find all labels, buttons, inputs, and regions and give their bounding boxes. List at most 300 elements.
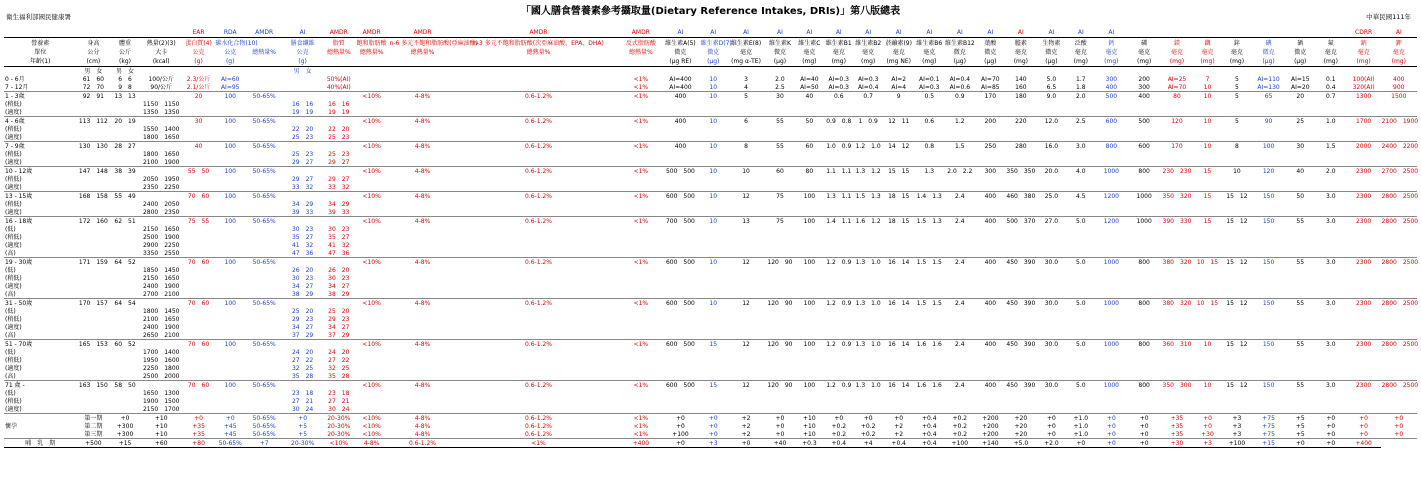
empty-cell <box>1286 241 1315 249</box>
empty-cell <box>214 100 246 108</box>
value-cell: +75 <box>1262 414 1275 422</box>
empty-cell <box>765 125 794 133</box>
group-row <box>4 117 1417 126</box>
value-cell: 2400 1900 <box>142 323 180 331</box>
empty-cell <box>661 100 699 108</box>
empty-cell <box>915 200 944 208</box>
empty-cell <box>1347 67 1381 76</box>
empty-cell <box>976 356 1005 364</box>
empty-cell <box>1315 175 1347 183</box>
empty-cell <box>853 348 882 356</box>
empty-cell <box>214 331 246 340</box>
empty-cell <box>853 372 882 381</box>
value-cell: +100 <box>1222 439 1251 448</box>
value-cell: 150 <box>1262 381 1275 389</box>
empty-cell <box>1161 175 1193 183</box>
empty-cell <box>853 100 882 108</box>
value-cell: 2.1/公斤 <box>183 83 215 92</box>
empty-cell <box>246 266 282 274</box>
value-cell: 172 160 <box>78 217 108 225</box>
value-cell: 50-65% <box>252 414 276 422</box>
empty-cell <box>727 175 765 183</box>
value-cell: 350 300 <box>1162 381 1192 389</box>
age-label: 19 - 30歲 <box>5 258 33 266</box>
empty-cell <box>1381 266 1417 274</box>
empty-cell <box>1096 266 1128 274</box>
empty-cell <box>1252 158 1286 167</box>
empty-cell <box>1315 183 1347 192</box>
header-cell: 鎂 <box>1161 38 1193 49</box>
value-cell: +400 <box>620 439 661 448</box>
empty-cell <box>727 372 765 381</box>
empty-cell <box>1381 233 1417 241</box>
header-cell <box>323 57 355 67</box>
empty-cell <box>1005 133 1037 142</box>
lactation-label: 哺 乳 期 <box>4 439 76 448</box>
header-cell: (mg) <box>915 57 944 67</box>
value-cell: +0.4 <box>921 414 937 422</box>
empty-cell <box>1005 397 1037 405</box>
empty-cell <box>1252 274 1286 282</box>
value-cell <box>246 83 282 92</box>
value-cell: 55 <box>1296 217 1305 225</box>
value-cell: 10 <box>709 117 718 125</box>
value-cell: +5 <box>1295 422 1305 430</box>
empty-cell <box>1096 125 1128 133</box>
value-cell: 26 20 <box>328 266 350 274</box>
value-cell: 55 <box>776 117 784 125</box>
empty-cell <box>183 200 215 208</box>
empty-cell <box>727 158 765 167</box>
value-cell: 1800 1650 <box>142 150 180 158</box>
empty-cell <box>246 175 282 183</box>
empty-cell <box>976 158 1005 167</box>
value-cell: 2250 1800 <box>142 364 180 372</box>
empty-cell <box>110 150 139 158</box>
value-cell: 150 <box>1262 258 1275 266</box>
value-cell: 50 <box>1296 192 1305 200</box>
group-row <box>4 249 1417 258</box>
empty-cell <box>1066 364 1095 372</box>
empty-cell <box>1286 405 1315 414</box>
empty-cell <box>110 108 139 117</box>
value-cell: 2500 1900 <box>142 233 180 241</box>
empty-cell <box>1161 389 1193 397</box>
empty-cell <box>1096 233 1128 241</box>
empty-cell <box>1037 290 1066 299</box>
value-cell: 37 29 <box>282 331 323 340</box>
value-cell: 50 <box>805 117 814 125</box>
empty-cell <box>1315 290 1347 299</box>
empty-cell <box>700 323 727 331</box>
empty-cell <box>1252 290 1286 299</box>
value-cell: 4-8% <box>414 299 431 307</box>
value-cell: 60 52 <box>114 340 136 348</box>
value-cell: 34 27 <box>328 282 350 290</box>
age-label: 13 - 15歲 <box>5 192 33 200</box>
empty-cell <box>824 100 853 108</box>
empty-cell <box>355 225 389 233</box>
empty-cell <box>1127 27 1161 38</box>
empty-cell <box>183 315 215 323</box>
empty-cell <box>700 249 727 258</box>
value-cell: +0 <box>1203 414 1212 422</box>
empty-cell <box>110 389 139 397</box>
header-cell: (mg) <box>1127 57 1161 67</box>
empty-cell <box>1286 208 1315 217</box>
empty-cell <box>1161 125 1193 133</box>
activity-level: (稍低) <box>5 200 22 208</box>
group-row <box>4 405 1417 414</box>
empty-cell <box>1037 315 1066 323</box>
empty-cell <box>1161 241 1193 249</box>
value-cell: 2.0 2.2 <box>947 167 973 175</box>
value-cell: 15 12 <box>1226 192 1248 200</box>
header-cell: 總熱量% <box>628 49 653 56</box>
value-cell: +2 <box>741 414 751 422</box>
value-cell: 30.0 <box>1044 381 1059 389</box>
empty-cell <box>765 307 794 315</box>
empty-cell <box>246 100 282 108</box>
empty-cell <box>944 241 976 249</box>
header-cell: 微克 <box>953 49 966 56</box>
value-cell: 163 150 <box>78 381 108 389</box>
empty-cell <box>1193 348 1222 356</box>
empty-cell <box>1286 125 1315 133</box>
group-row <box>4 397 1417 405</box>
value-cell: 12 <box>742 381 750 389</box>
activity-level: (適度) <box>5 241 22 249</box>
value-cell: 2.4 <box>955 340 965 348</box>
empty-cell <box>824 266 853 274</box>
value-cell: 6 <box>744 117 748 125</box>
header-cell: 鈉 <box>1347 38 1381 49</box>
empty-cell <box>824 183 853 192</box>
header-cell: 維生素B1 <box>825 39 852 47</box>
empty-cell <box>944 331 976 340</box>
value-cell: 2.4 <box>955 192 965 200</box>
empty-cell <box>620 175 661 183</box>
empty-cell <box>765 356 794 364</box>
empty-cell <box>1315 208 1347 217</box>
empty-cell <box>765 323 794 331</box>
empty-cell <box>1005 125 1037 133</box>
value-cell: AI=60 <box>220 75 240 83</box>
header-cell: (μg RE) <box>661 57 699 67</box>
header-cell: (mg) <box>824 57 853 67</box>
empty-cell <box>883 348 915 356</box>
header-row-h2 <box>4 48 1417 57</box>
value-cell: +0 <box>894 414 904 422</box>
empty-cell <box>765 158 794 167</box>
empty-cell <box>76 282 110 290</box>
value-cell: 70 60 <box>187 192 210 200</box>
empty-cell <box>915 208 944 217</box>
empty-cell <box>1127 266 1161 274</box>
value-cell: 1.0 0.9 <box>826 142 852 150</box>
empty-cell <box>355 67 389 76</box>
empty-cell <box>140 67 183 76</box>
value-cell: 1.6 1.6 <box>916 381 942 389</box>
empty-cell <box>1161 282 1193 290</box>
value-cell: 1.6 1.2 <box>855 217 881 225</box>
empty-cell <box>1381 348 1417 356</box>
empty-cell <box>1193 315 1222 323</box>
empty-cell <box>1347 175 1381 183</box>
empty-cell <box>323 340 355 349</box>
lactation-row <box>4 439 1417 448</box>
value-cell: <1% <box>620 83 661 92</box>
empty-cell <box>853 208 882 217</box>
value-cell: 10 <box>1193 83 1222 92</box>
value-cell: 10 <box>709 92 718 100</box>
group-row <box>4 282 1417 290</box>
value-cell: 55 <box>776 142 784 150</box>
value-cell: AI=20 <box>1286 83 1315 92</box>
empty-cell <box>620 331 661 340</box>
value-cell: 10 <box>709 75 718 83</box>
value-cell: 13 13 <box>114 92 136 100</box>
value-cell: +35 <box>1170 414 1184 422</box>
empty-cell <box>765 331 794 340</box>
value-cell: 20-30% <box>327 422 351 430</box>
empty-cell <box>1315 364 1347 372</box>
empty-cell <box>355 389 389 397</box>
value-cell: 400 <box>984 340 997 348</box>
value-cell: +0 <box>775 414 785 422</box>
empty-cell <box>976 133 1005 142</box>
value-cell: +3 <box>1222 430 1251 439</box>
value-cell: +30 <box>1193 430 1222 439</box>
empty-cell <box>700 405 727 414</box>
empty-cell <box>765 372 794 381</box>
value-cell: 12 <box>742 299 750 307</box>
activity-level: (稍低) <box>5 397 22 405</box>
empty-cell <box>282 299 323 308</box>
empty-cell <box>1161 208 1193 217</box>
empty-cell <box>1286 100 1315 108</box>
empty-cell <box>661 241 699 249</box>
empty-cell <box>1066 183 1095 192</box>
value-cell: 1.5 1.5 <box>916 258 942 266</box>
value-cell: 2400 2050 <box>142 200 180 208</box>
empty-cell <box>1161 364 1193 372</box>
empty-cell <box>76 323 110 331</box>
value-cell: +0 <box>194 414 203 422</box>
empty-cell <box>824 175 853 183</box>
empty-cell <box>246 290 282 299</box>
age-label: 1 - 3歲 <box>5 92 25 100</box>
value-cell: 23 18 <box>328 389 350 397</box>
empty-cell <box>1127 315 1161 323</box>
empty-cell <box>1347 150 1381 158</box>
empty-cell <box>1286 331 1315 340</box>
empty-cell <box>1096 183 1128 192</box>
dri-type-label: AI <box>1395 28 1402 36</box>
empty-cell <box>620 183 661 192</box>
header-cell: 葉酸 <box>976 38 1005 49</box>
empty-cell <box>76 241 110 249</box>
dri-type-label: AI <box>806 28 813 36</box>
value-cell: 15 12 <box>1226 381 1248 389</box>
empty-cell <box>944 372 976 381</box>
empty-cell <box>214 183 246 192</box>
value-cell: +10 <box>154 422 168 430</box>
empty-cell <box>976 315 1005 323</box>
empty-cell <box>620 158 661 167</box>
value-cell: 600 <box>1138 142 1150 150</box>
empty-cell <box>700 133 727 142</box>
value-cell: +0 <box>765 430 794 439</box>
empty-cell <box>456 315 620 323</box>
empty-cell <box>1037 331 1066 340</box>
empty-cell <box>140 92 183 101</box>
empty-cell <box>700 208 727 217</box>
empty-cell <box>1066 158 1095 167</box>
value-cell: 2150 1650 <box>142 225 180 233</box>
value-cell: 38 29 <box>323 290 355 299</box>
value-cell: 41 32 <box>291 241 314 249</box>
empty-cell <box>944 266 976 274</box>
empty-cell <box>1286 175 1315 183</box>
value-cell: 800 <box>1138 381 1150 389</box>
value-cell: 50-65% <box>214 439 246 448</box>
value-cell: 2.4 <box>955 258 965 266</box>
value-cell: 30 23 <box>291 225 314 233</box>
empty-cell <box>1005 348 1037 356</box>
empty-cell <box>355 364 389 372</box>
value-cell: 1.3 1.2 <box>855 167 881 175</box>
empty-cell <box>1096 315 1128 323</box>
value-cell: 0.6-1.2% <box>524 340 552 348</box>
empty-cell <box>1252 27 1286 38</box>
empty-cell <box>214 241 246 249</box>
empty-cell <box>110 27 139 38</box>
empty-cell <box>1286 315 1315 323</box>
value-cell: 2350 2250 <box>140 183 183 192</box>
value-cell: 4-8% <box>389 430 457 439</box>
empty-cell <box>1066 266 1095 274</box>
empty-cell <box>1252 356 1286 364</box>
value-cell: 150 <box>1262 340 1275 348</box>
value-cell: +0.2 <box>952 414 968 422</box>
empty-cell <box>355 133 389 142</box>
value-cell: 4-8% <box>414 340 431 348</box>
empty-cell <box>1252 150 1286 158</box>
empty-cell <box>915 348 944 356</box>
empty-cell <box>282 167 323 176</box>
empty-cell <box>976 348 1005 356</box>
empty-cell <box>1252 364 1286 372</box>
value-cell: 0.9 0.8 <box>826 117 852 125</box>
value-cell: 130 130 <box>78 142 108 150</box>
empty-cell <box>1127 241 1161 249</box>
empty-cell <box>214 67 246 76</box>
empty-cell <box>1222 158 1251 167</box>
empty-cell <box>183 331 215 340</box>
empty-cell <box>661 364 699 372</box>
empty-cell <box>1096 356 1128 364</box>
value-cell: +0 <box>1394 414 1404 422</box>
empty-cell <box>661 290 699 299</box>
empty-cell <box>355 200 389 208</box>
empty-cell <box>1066 348 1095 356</box>
value-cell: 20-30% <box>323 430 355 439</box>
value-cell: 39 33 <box>323 208 355 217</box>
empty-cell <box>915 290 944 299</box>
empty-cell <box>1381 389 1417 397</box>
value-cell: 5.0 <box>1076 217 1086 225</box>
value-cell: 2900 2250 <box>142 241 180 249</box>
empty-cell <box>944 364 976 372</box>
group-row <box>4 356 1417 364</box>
value-cell: 120 90 <box>767 340 793 348</box>
value-cell <box>389 75 457 83</box>
value-cell: 500 <box>1105 92 1118 100</box>
empty-cell <box>1381 323 1417 331</box>
value-cell: 2.4 <box>955 381 965 389</box>
empty-cell <box>1252 307 1286 315</box>
header-cell: 微克 <box>1262 49 1275 56</box>
empty-cell <box>183 389 215 397</box>
value-cell: 900 <box>1381 83 1417 92</box>
empty-cell <box>883 331 915 340</box>
value-cell: 10 <box>742 167 750 175</box>
value-cell: 100 <box>224 217 236 225</box>
empty-cell <box>323 192 355 201</box>
empty-cell <box>976 364 1005 372</box>
value-cell: 70 60 <box>187 258 210 266</box>
empty-cell <box>795 282 824 290</box>
empty-cell <box>456 200 620 208</box>
empty-cell <box>282 340 323 349</box>
value-cell: 55 50 <box>187 167 210 175</box>
value-cell: 75 <box>776 217 784 225</box>
value-cell <box>389 83 457 92</box>
value-cell: 55 49 <box>114 192 136 200</box>
value-cell: 20.0 <box>1044 167 1059 175</box>
value-cell: +2 <box>894 422 904 430</box>
value-cell: 33 32 <box>323 183 355 192</box>
empty-cell <box>355 331 389 340</box>
empty-cell <box>1222 331 1251 340</box>
value-cell: +0 <box>1106 422 1116 430</box>
value-cell: +0 <box>1096 430 1128 439</box>
empty-cell <box>1381 225 1417 233</box>
group-row <box>4 225 1417 233</box>
empty-cell <box>853 200 882 208</box>
empty-cell <box>824 405 853 414</box>
empty-cell <box>915 233 944 241</box>
value-cell <box>456 83 620 92</box>
empty-cell <box>183 125 215 133</box>
empty-cell <box>883 158 915 167</box>
value-cell: 100 <box>224 299 236 307</box>
empty-cell <box>853 331 882 340</box>
empty-cell <box>1252 125 1286 133</box>
value-cell: +75 <box>1262 422 1275 430</box>
value-cell: 12 <box>742 340 750 348</box>
empty-cell <box>765 225 794 233</box>
empty-cell <box>1066 405 1095 414</box>
empty-cell <box>765 183 794 192</box>
header-cell: 毫克 <box>832 49 845 56</box>
value-cell: <10% <box>323 439 355 448</box>
empty-cell <box>456 67 620 76</box>
empty-cell <box>824 307 853 315</box>
value-cell: +20 <box>1014 414 1028 422</box>
empty-cell <box>853 67 882 76</box>
